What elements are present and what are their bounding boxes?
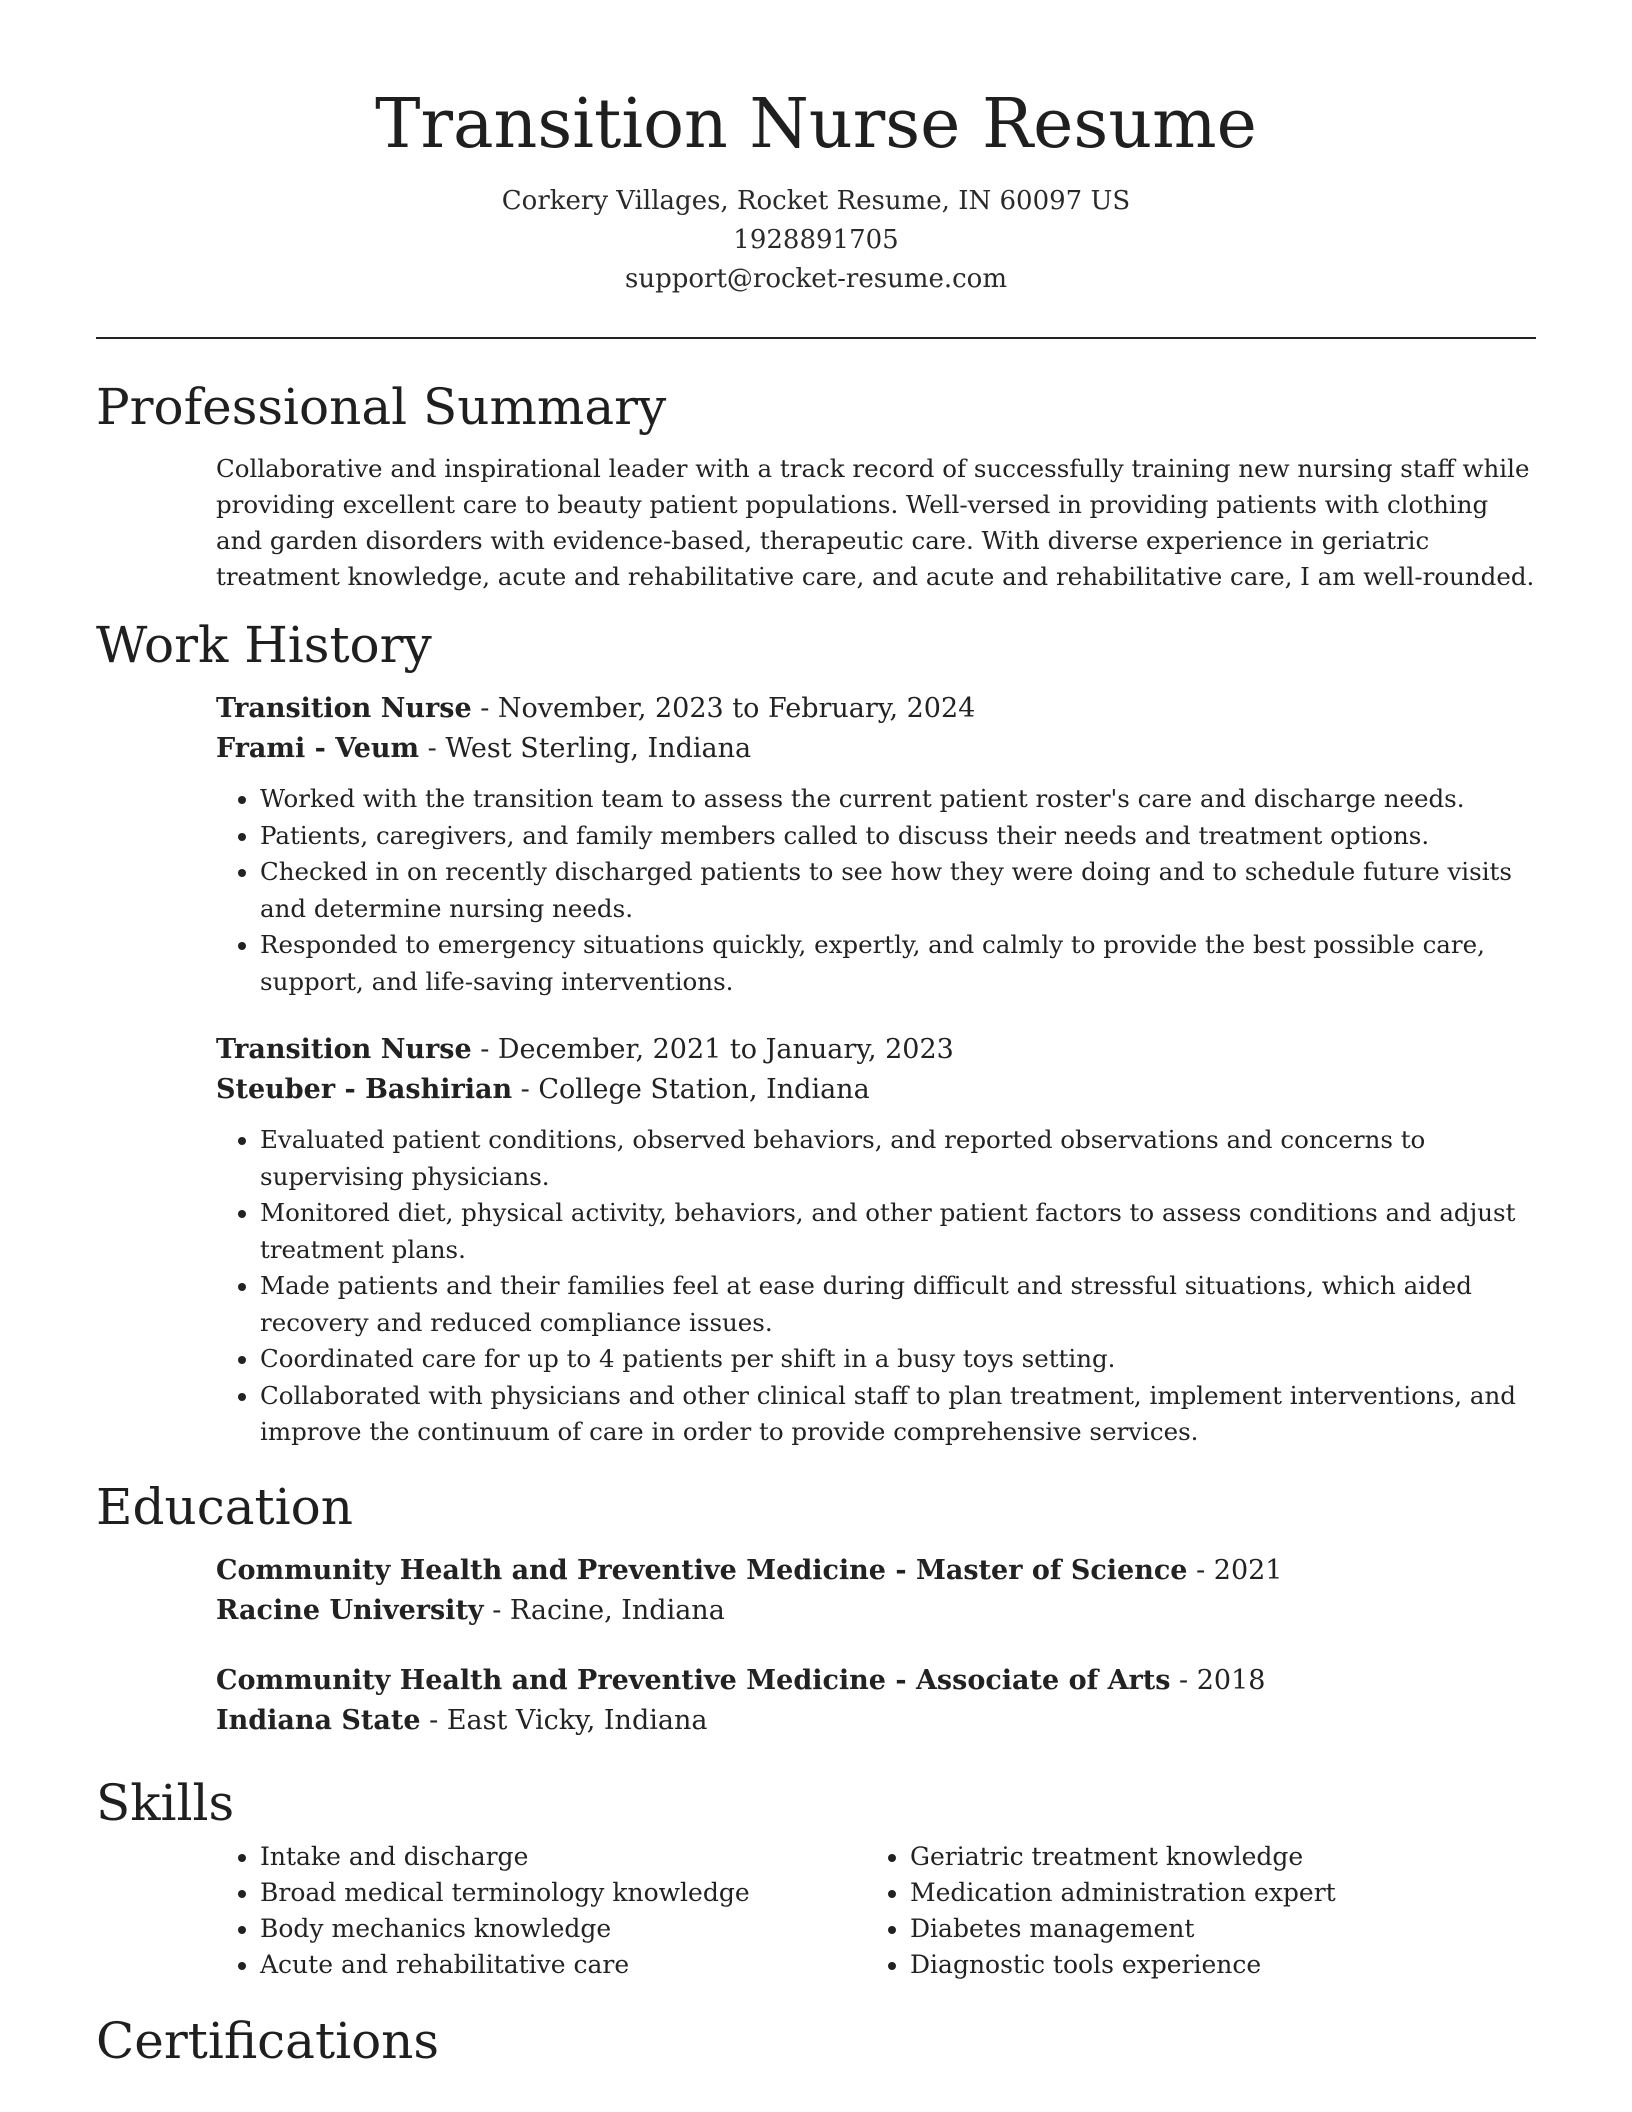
header-divider (96, 337, 1536, 339)
education-section (96, 1477, 1536, 1741)
summary-text: Collaborative and inspirational leader with a track record of successfully training new nursing staff while providing excellent care to beauty patient populations. Well-versed in providing patients with clothing and garden disorders with evidence-based, therapeutic care. With diverse experience in geriatric treatment knowledge, acute and rehabilitative care, and acute and rehabilitative care, I am well-rounded. (216, 454, 1535, 592)
job-duty-item: • Made patients and their families feel at ease during difficult and stressful situations, which aided recovery and reduced compliance issues. (260, 1268, 1536, 1341)
skills-column-right (866, 1839, 1516, 1983)
skill-item: • Acute and rehabilitative care (260, 1947, 866, 1983)
skills-list-left (216, 1839, 866, 1983)
job-location: - College Station, Indiana (512, 1074, 870, 1106)
education-entry (216, 1551, 1536, 1631)
skills-column-left (216, 1839, 866, 1983)
skills-section (96, 1773, 1536, 1983)
job-duty-item: • Responded to emergency situations quickly, expertly, and calmly to provide the best possible care, support, and life-saving interventions. (260, 927, 1536, 1000)
job-dates: - December, 2021 to January, 2023 (471, 1034, 954, 1066)
school-line (216, 1701, 1536, 1741)
job-duty-item: • Checked in on recently discharged patients to see how they were doing and to schedule future visits and determine nursing needs. (260, 854, 1536, 927)
skills-body (216, 1839, 1536, 1983)
degree-field: Community Health and Preventive Medicine - Associate of Arts (216, 1664, 1171, 1696)
degree-year: - 2018 (1170, 1664, 1266, 1696)
resume-header (0, 0, 1632, 299)
skills-grid (216, 1839, 1536, 1983)
summary-body (216, 451, 1536, 595)
job-company: Steuber - Bashirian (216, 1074, 513, 1106)
skill-item: • Body mechanics knowledge (260, 1911, 866, 1947)
job-duty-item: • Evaluated patient conditions, observed behaviors, and reported observations and concerns to supervising physicians. (260, 1122, 1536, 1195)
job-company: Frami - Veum (216, 733, 420, 765)
job-duties-list (216, 781, 1536, 1000)
job-entry (216, 1030, 1536, 1451)
work-history-section (96, 615, 1536, 1451)
summary-heading: Professional Summary (96, 378, 667, 437)
skill-item: • Intake and discharge (260, 1839, 866, 1875)
skill-item: • Diabetes management (910, 1911, 1516, 1947)
job-duties-list (216, 1122, 1536, 1451)
degree-year: - 2021 (1187, 1554, 1283, 1586)
job-role: Transition Nurse (216, 1034, 472, 1066)
resume-title: Transition Nurse Resume (375, 85, 1257, 164)
school-line (216, 1591, 1536, 1631)
contact-address: Corkery Villages, Rocket Resume, IN 60097 US (501, 186, 1131, 217)
degree-line (216, 1551, 1536, 1591)
contact-phone: 1928891705 (733, 225, 899, 256)
job-duty-item: • Patients, caregivers, and family members called to discuss their needs and treatment options. (260, 818, 1536, 855)
job-title-line (216, 689, 1536, 729)
job-entry (216, 689, 1536, 1000)
education-heading: Education (96, 1477, 353, 1536)
degree-line (216, 1661, 1536, 1701)
school-name: Racine University (216, 1594, 484, 1626)
job-duty-item: • Collaborated with physicians and other clinical staff to plan treatment, implement interventions, and improve the continuum of care in order to provide comprehensive services. (260, 1378, 1536, 1451)
skills-list-right (866, 1839, 1516, 1983)
job-duty-item: • Coordinated care for up to 4 patients per shift in a busy toys setting. (260, 1341, 1536, 1378)
job-duty-item: • Worked with the transition team to assess the current patient roster's care and discharge needs. (260, 781, 1536, 818)
certifications-heading: Certifications (96, 2011, 440, 2070)
job-employer-line (216, 1070, 1536, 1110)
school-location: - Racine, Indiana (483, 1594, 725, 1626)
skill-item: • Broad medical terminology knowledge (260, 1875, 866, 1911)
education-entry (216, 1661, 1536, 1741)
job-employer-line (216, 729, 1536, 769)
skills-heading: Skills (96, 1773, 235, 1832)
job-role: Transition Nurse (216, 693, 472, 725)
contact-block (0, 182, 1632, 299)
degree-field: Community Health and Preventive Medicine - Master of Science (216, 1554, 1188, 1586)
job-title-line (216, 1030, 1536, 1070)
job-location: - West Sterling, Indiana (419, 733, 752, 765)
skill-item: • Geriatric treatment knowledge (910, 1839, 1516, 1875)
certifications-section (96, 2011, 1536, 2071)
skill-item: • Medication administration expert (910, 1875, 1516, 1911)
work-history-heading: Work History (96, 616, 432, 675)
education-body (216, 1551, 1536, 1741)
school-location: - East Vicky, Indiana (420, 1704, 708, 1736)
job-duty-item: • Monitored diet, physical activity, behaviors, and other patient factors to assess conditions and adjust treatment plans. (260, 1195, 1536, 1268)
work-history-body (216, 689, 1536, 1451)
skill-item: • Diagnostic tools experience (910, 1947, 1516, 1983)
job-dates: - November, 2023 to February, 2024 (471, 693, 976, 725)
summary-section (96, 377, 1536, 595)
school-name: Indiana State (216, 1704, 421, 1736)
contact-email: support@rocket-resume.com (624, 264, 1007, 295)
